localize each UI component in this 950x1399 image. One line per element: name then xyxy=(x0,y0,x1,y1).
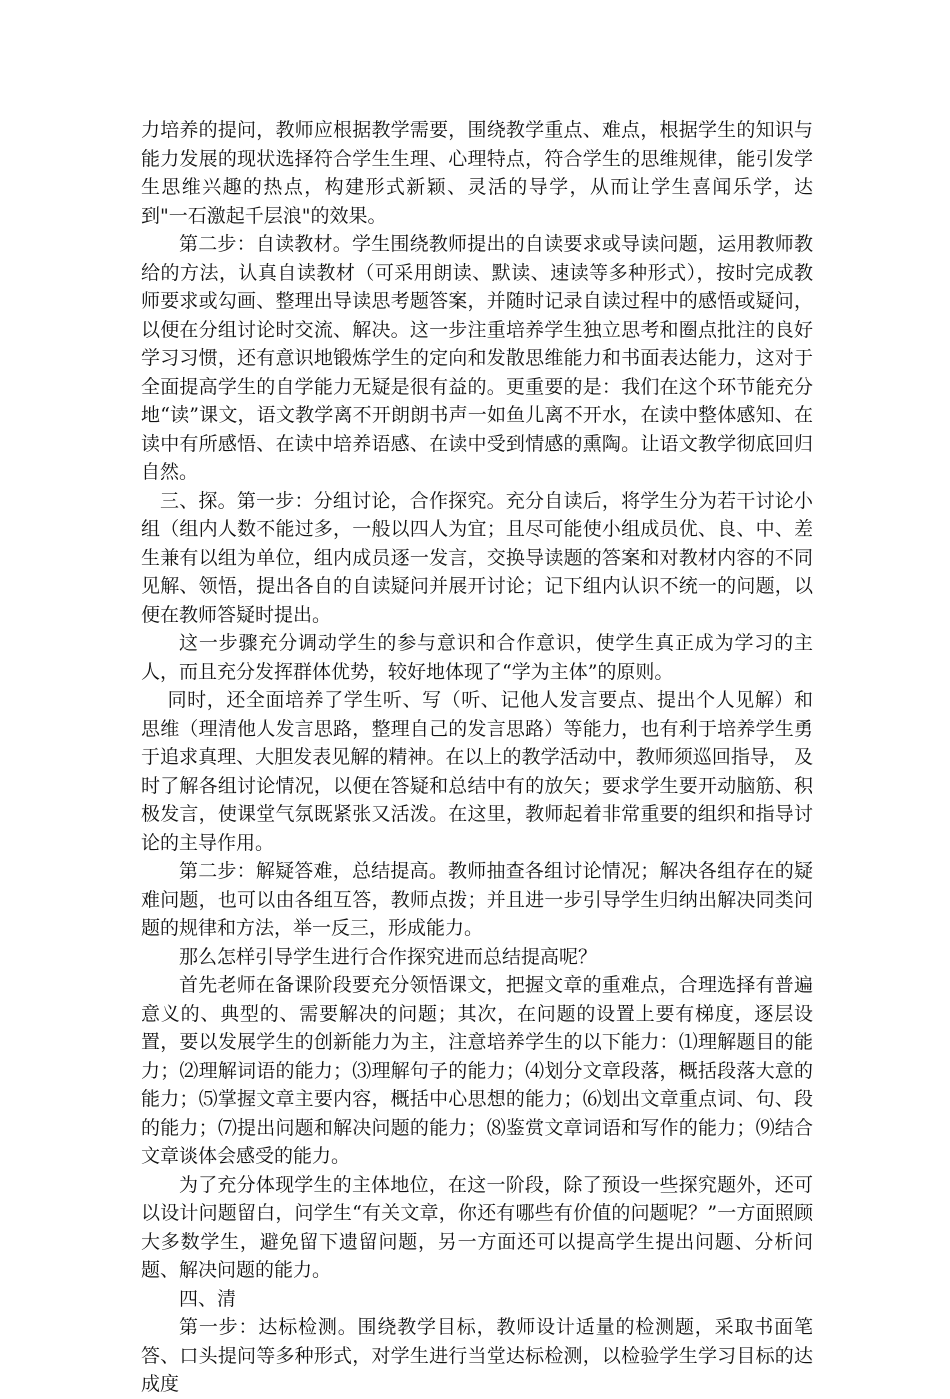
paragraph-7: 那么怎样引导学生进行合作探究进而总结提高呢？ xyxy=(179,945,598,968)
section-4-heading: 四、清 xyxy=(179,1287,237,1310)
paragraph-5: 同时，还全面培养了学生听、写（听、记他人发言要点、提出个人见解）和思维（理清他人发言思路，整理自己的发言思路）等能力，也有利于培养学生勇于追求真理、大胆发表见解的精神。在以上的教学活动中，教师须巡回指导， 及时了解各组讨论情况，以便在答疑和总结中有的放矢；要求学生要开动脑筋、积极发言，使课堂气氛既紧张又活泼。在这里，教师起着非常重要的组织和指导讨论的主导作用。 xyxy=(141,689,813,854)
paragraph-6: 第二步：解疑答难，总结提高。教师抽查各组讨论情况；解决各组存在的疑难问题，也可以由各组互答，教师点拨；并且进一步引导学生归纳出解决同类问题的规律和方法，举一反三，形成能力。 xyxy=(141,860,813,939)
paragraph-9: 为了充分体现学生的主体地位，在这一阶段，除了预设一些探究题外，还可以设计问题留白，问学生“有关文章，你还有哪些有价值的问题呢？”一方面照顾大多数学生，避免留下遗留问题，另一方面还可以提高学生提出问题、分析问题、解决问题的能力。 xyxy=(141,1173,813,1281)
paragraph-8: 首先老师在备课阶段要充分领悟课文，把握文章的重难点，合理选择有普遍意义的、典型的、需要解决的问题；其次，在问题的设置上要有梯度，逐层设置，要以发展学生的创新能力为主，注意培养学生的以下能力：⑴理解题目的能力；⑵理解词语的能力；⑶理解句子的能力；⑷划分文章段落，概括段落大意的能力；⑸掌握文章主要内容，概括中心思想的能力；⑹划出文章重点词、句、段的能力；⑺提出问题和解决问题的能力；⑻鉴赏文章词语和写作的能力；⑼结合文章谈体会感受的能力。 xyxy=(141,974,813,1167)
paragraph-1: 力培养的提问，教师应根据教学需要，围绕教学重点、难点，根据学生的知识与能力发展的现状选择符合学生生理、心理特点，符合学生的思维规律，能引发学生思维兴趣的热点，构建形式新颖、灵活的导学，从而让学生喜闻乐学，达到"一石激起千层浪"的效果。 xyxy=(141,119,813,227)
paragraph-4: 这一步骤充分调动学生的参与意识和合作意识，使学生真正成为学习的主人，而且充分发挥群体优势，较好地体现了“学为主体”的原则。 xyxy=(141,632,813,683)
section-3-heading-paragraph: 三、探。第一步：分组讨论，合作探究。充分自读后，将学生分为若干讨论小组（组内人数不能过多，一般以四人为宜；且尽可能使小组成员优、良、中、差生兼有以组为单位，组内成员逐一发言，交换导读题的答案和对教材内容的不同见解、领悟，提出各自的自读疑问并展开讨论；记下组内认识不统一的问题，以便在教师答疑时提出。 xyxy=(141,489,813,626)
paragraph-2: 第二步：自读教材。学生围绕教师提出的自读要求或导读问题，运用教师教给的方法，认真自读教材（可采用朗读、默读、速读等多种形式），按时完成教师要求或勾画、整理出导读思考题答案，并随时记录自读过程中的感悟或疑问，以便在分组讨论时交流、解决。这一步注重培养学生独立思考和圈点批注的良好学习习惯，还有意识地锻炼学生的定向和发散思维能力和书面表达能力，这对于全面提高学生的自学能力无疑是很有益的。更重要的是：我们在这个环节能充分地“读”课文，语文教学离不开朗朗书声一如鱼儿离不开水，在读中整体感知、在读中有所感悟、在读中培养语感、在读中受到情感的熏陶。让语文教学彻底回归自然。 xyxy=(141,233,813,483)
paragraph-11: 第一步：达标检测。围绕教学目标，教师设计适量的检测题，采取书面笔答、口头提问等多种形式，对学生进行当堂达标检测，以检验学生学习目标的达成度 xyxy=(141,1316,813,1395)
document-body xyxy=(141,116,813,1399)
